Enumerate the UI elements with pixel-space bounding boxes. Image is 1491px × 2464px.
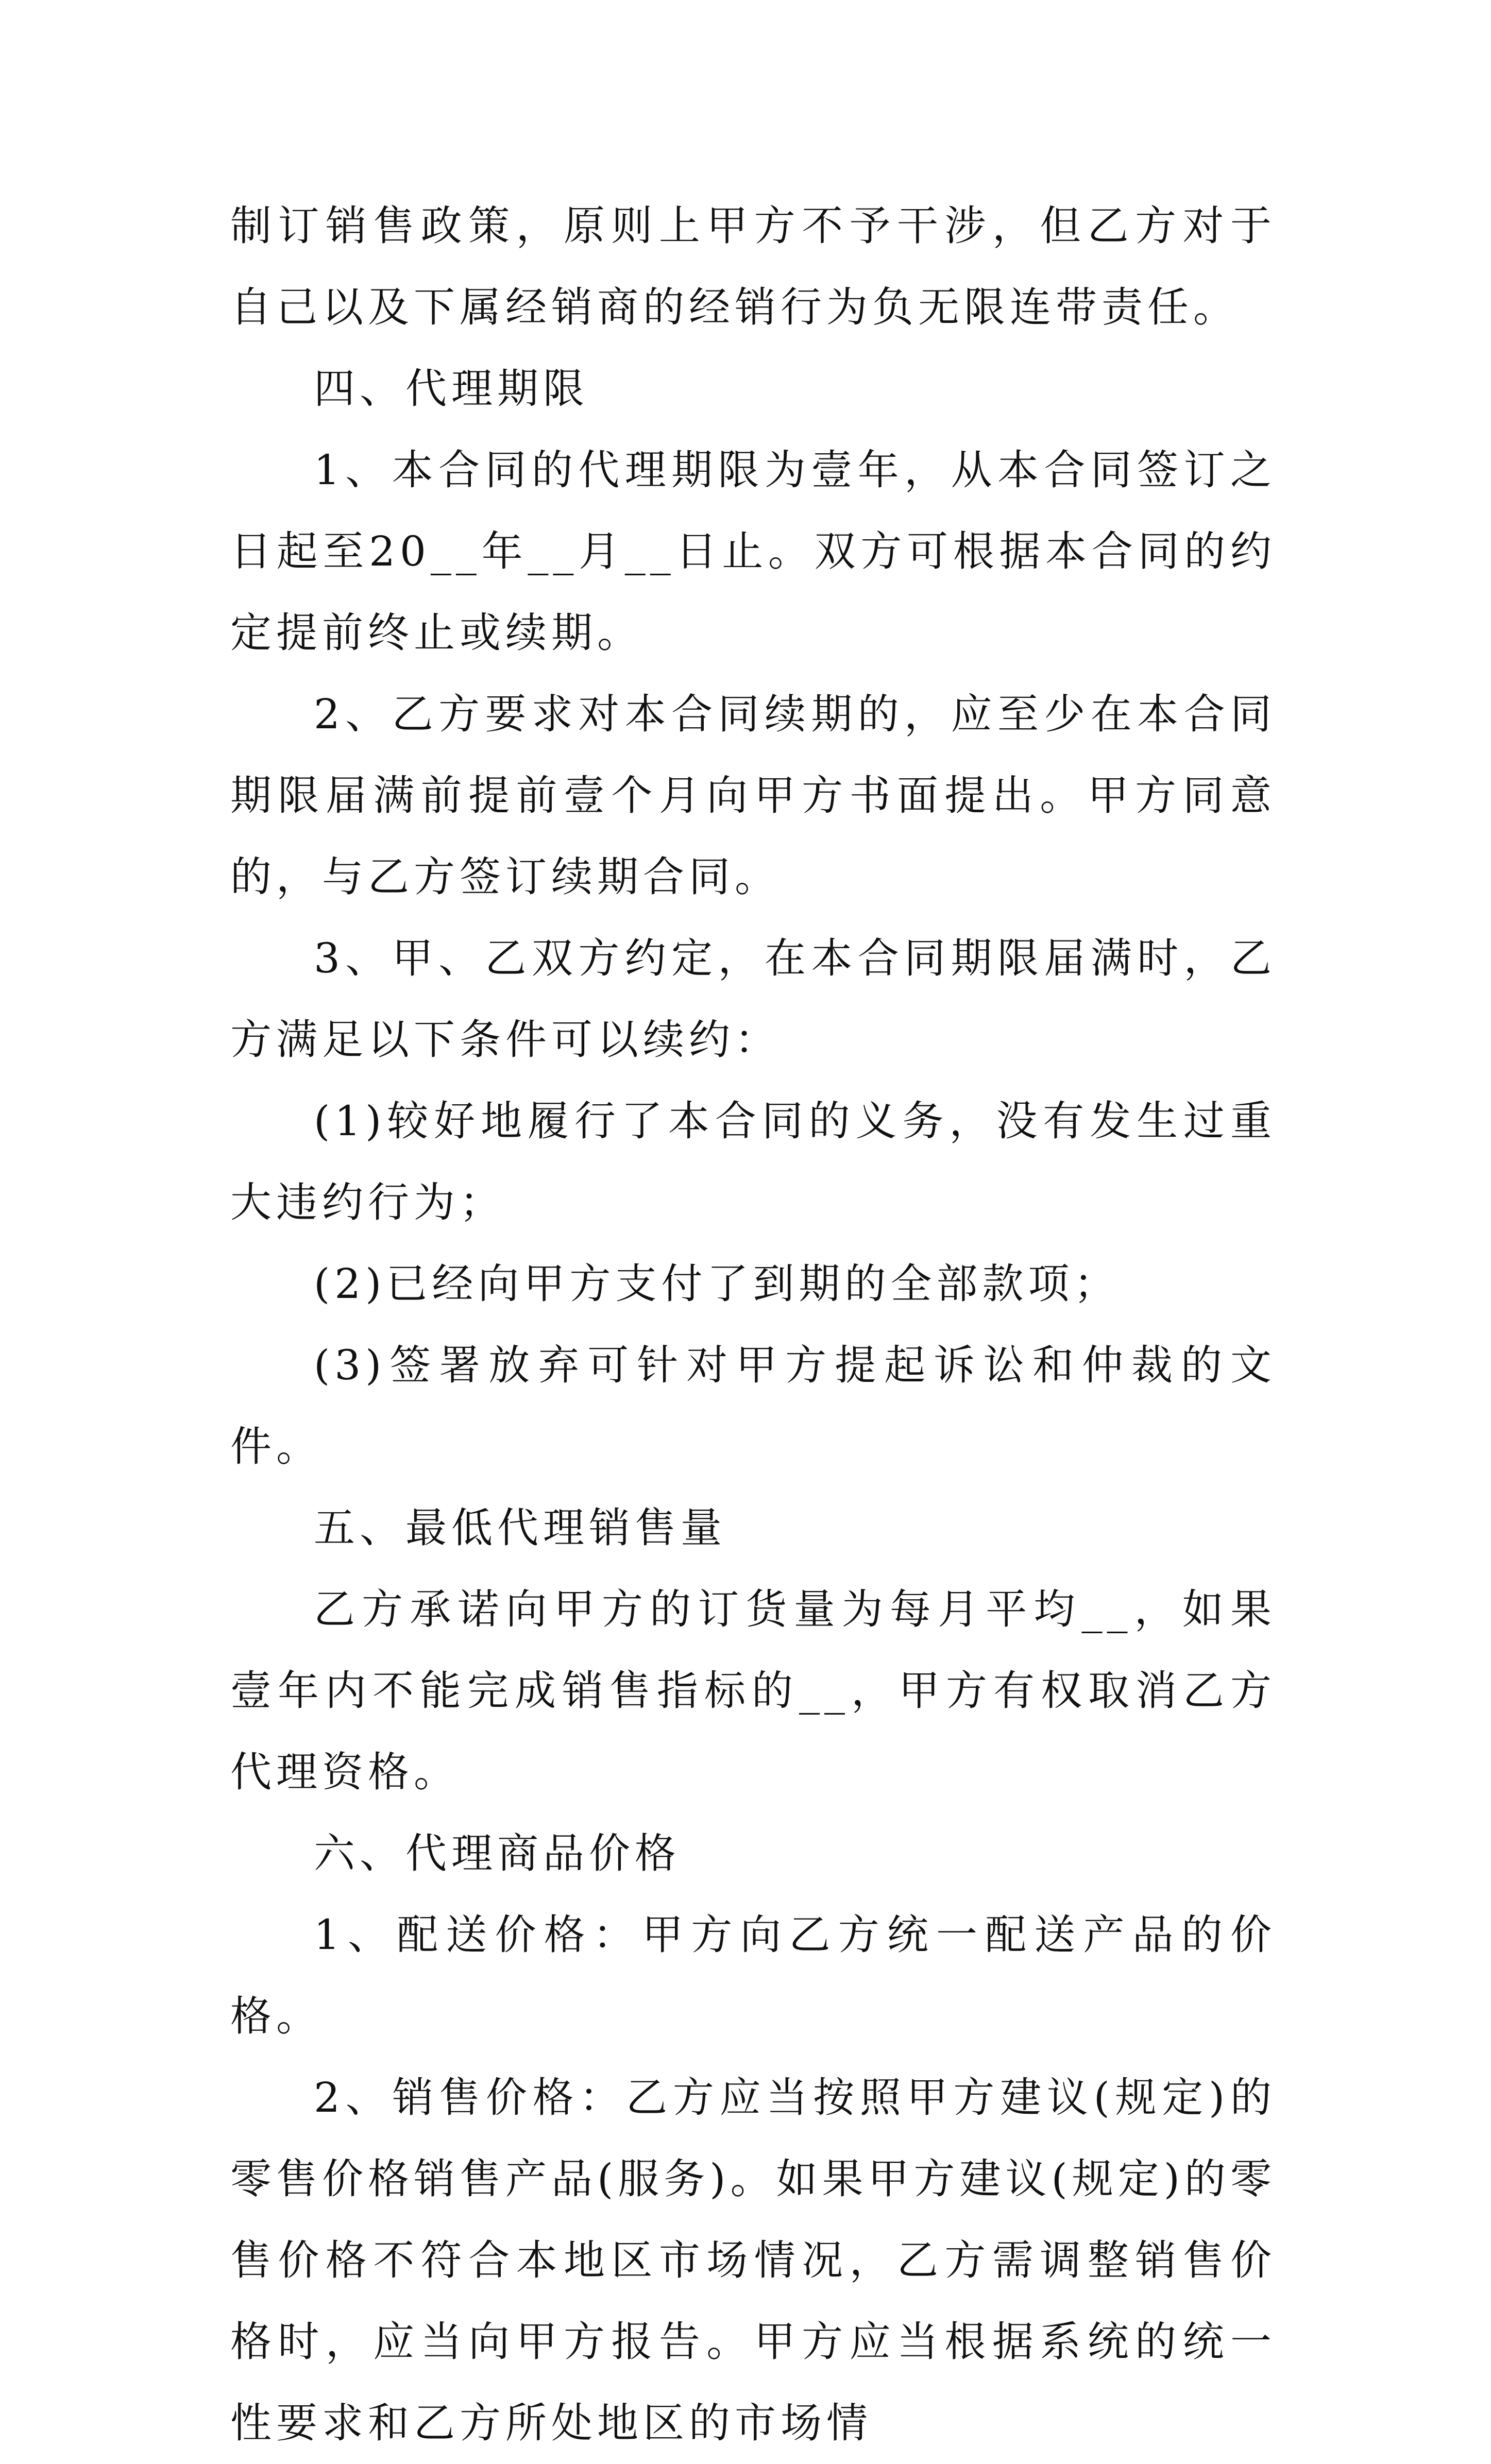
paragraph-5-1: 乙方承诺向甲方的订货量为每月平均__，如果壹年内不能完成销售指标的__，甲方有权取消乙方代理资格。: [230, 1585, 1276, 1796]
section-heading-5: 五、最低代理销售量: [314, 1504, 726, 1552]
list-item-1: (1)较好地履行了本合同的义务，没有发生过重大违约行为；: [230, 1097, 1276, 1226]
section-heading-6: 六、代理商品价格: [314, 1829, 681, 1877]
list-item-3: (3)签署放弃可针对甲方提起诉讼和仲裁的文件。: [230, 1341, 1276, 1470]
document-page: [230, 185, 1276, 2464]
paragraph-6-2: 2、销售价格：乙方应当按照甲方建议(规定)的零售价格销售产品(服务)。如果甲方建议(规定)的零售价格不符合本地区市场情况，乙方需调整销售价格时，应当向甲方报告。甲方应当根据系统的统一性要求和乙方所处地区的市场情: [230, 2074, 1276, 2447]
paragraph-4-3: 3、甲、乙双方约定，在本合同期限届满时，乙方满足以下条件可以续约：: [230, 934, 1276, 1064]
paragraph-4-1: 1、本合同的代理期限为壹年，从本合同签订之日起至20__年__月__日止。双方可根据本合同的约定提前终止或续期。: [230, 446, 1276, 657]
list-item-2: (2)已经向甲方支付了到期的全部款项；: [314, 1260, 1120, 1308]
paragraph-1: 制订销售政策，原则上甲方不予干涉，但乙方对于自己以及下属经销商的经销行为负无限连带责任。: [230, 202, 1276, 331]
section-heading-4: 四、代理期限: [314, 365, 589, 413]
paragraph-6-1: 1、配送价格：甲方向乙方统一配送产品的价格。: [230, 1911, 1276, 2040]
paragraph-4-2: 2、乙方要求对本合同续期的，应至少在本合同期限届满前提前壹个月向甲方书面提出。甲方同意的，与乙方签订续期合同。: [230, 690, 1276, 901]
